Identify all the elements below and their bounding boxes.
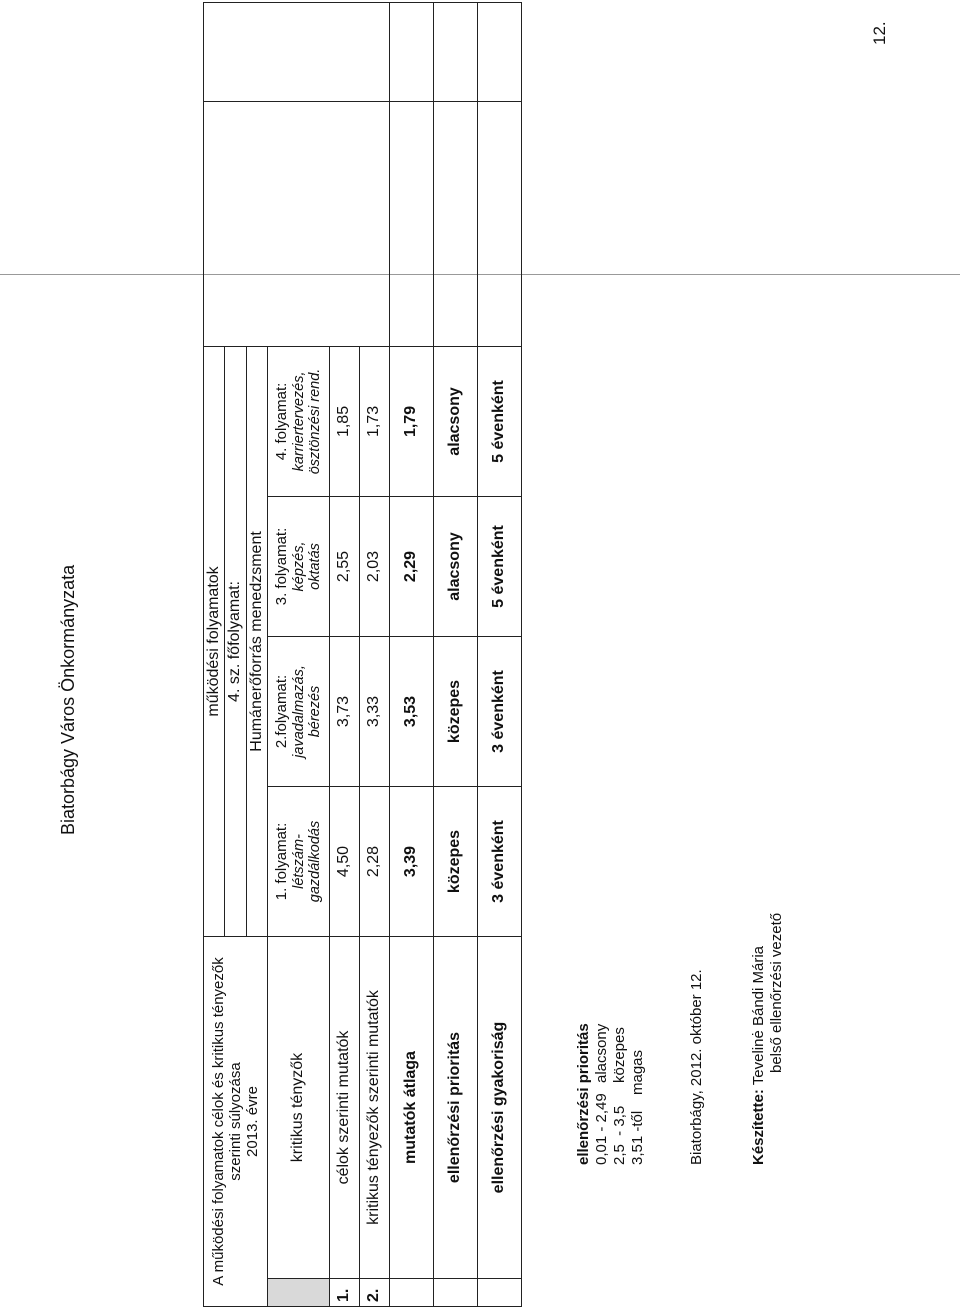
- legend-level: alacsony: [593, 1023, 610, 1083]
- process-desc: ösztönzési rend.: [307, 368, 324, 475]
- frequency-value: 5 évenként: [478, 496, 522, 636]
- empty-cell: [434, 1279, 478, 1307]
- prepared-by: [750, 913, 786, 1165]
- priority-value: közepes: [434, 786, 478, 936]
- process-desc: képzés,: [290, 541, 307, 592]
- table-title-line-2: szerinti súlyozása: [226, 1062, 244, 1181]
- subgroup-header: 4. sz. főfolyamat:: [225, 346, 246, 936]
- legend-item: [593, 1023, 611, 1165]
- table-title-line-1: A működési folyamatok célok és kritikus tényezők: [209, 957, 227, 1286]
- frequency-value: 3 évenként: [478, 636, 522, 786]
- row-header-label: kritikus tényzők: [268, 936, 330, 1278]
- prepared-by-label: Készítette:: [750, 1089, 767, 1165]
- legend-item: [611, 1023, 629, 1165]
- page-number: 12.: [870, 21, 889, 45]
- avg-value: 2,29: [390, 496, 434, 636]
- frequency-value: 5 évenként: [478, 346, 522, 496]
- empty-cell: [204, 101, 390, 346]
- empty-cell: [390, 2, 434, 101]
- value-cell: 2,55: [330, 496, 360, 636]
- prepared-by-role: belső ellenőrzési vezető: [768, 912, 785, 1073]
- legend-title: ellenőrzési prioritás: [575, 1023, 592, 1165]
- process-label: 4. folyamat:: [273, 382, 291, 461]
- prepared-by-name: Tevelinė Bándi Mária: [750, 945, 767, 1086]
- frequency-label: ellenőrzési gyakoriság: [478, 936, 522, 1278]
- row-label: célok szerinti mutatók: [330, 936, 360, 1278]
- empty-cell: [434, 101, 478, 346]
- process-label: 3. folyamat:: [273, 527, 291, 606]
- organization-title: Biatorbágy Város Önkormányzata: [58, 564, 78, 835]
- priority-value: alacsony: [434, 496, 478, 636]
- group-header: működési folyamatok: [204, 346, 225, 936]
- priority-legend: [575, 1023, 647, 1165]
- process-header-2: [268, 636, 330, 786]
- avg-value: 3,53: [390, 636, 434, 786]
- process-header-1: [268, 786, 330, 936]
- legend-level: magas: [629, 1049, 646, 1095]
- value-cell: 2,28: [360, 786, 390, 936]
- empty-cell: [434, 2, 478, 101]
- value-cell: 1,85: [330, 346, 360, 496]
- avg-value: 1,79: [390, 346, 434, 496]
- process-header-4: [268, 346, 330, 496]
- empty-cell: [390, 101, 434, 346]
- shaded-cell: [268, 1279, 330, 1307]
- frequency-value: 3 évenként: [478, 786, 522, 936]
- table-title-cell: [204, 936, 268, 1306]
- value-cell: 2,03: [360, 496, 390, 636]
- legend-level: közepes: [611, 1027, 628, 1083]
- process-desc: oktatás: [307, 543, 324, 590]
- empty-cell: [204, 2, 390, 101]
- sub-subgroup-header: Humánerőforrás menedzsment: [246, 346, 267, 936]
- process-label: 1. folyamat:: [273, 822, 291, 901]
- process-desc: bérezés: [307, 685, 324, 738]
- row-number: 2.: [360, 1279, 390, 1307]
- empty-cell: [390, 1279, 434, 1307]
- table-title-line-3: 2013. évre: [244, 1086, 262, 1157]
- date-line: Biatorbágy, 2012. október 12.: [688, 969, 705, 1165]
- avg-value: 3,39: [390, 786, 434, 936]
- value-cell: 3,33: [360, 636, 390, 786]
- legend-range: 0,01 - 2,49: [593, 1093, 610, 1165]
- process-desc: gazdálkodás: [307, 820, 324, 903]
- empty-cell: [478, 2, 522, 101]
- value-cell: 3,73: [330, 636, 360, 786]
- value-cell: 1,73: [360, 346, 390, 496]
- weighting-table: [203, 2, 522, 1307]
- priority-value: alacsony: [434, 346, 478, 496]
- row-label: kritikus tényezők szerinti mutatók: [360, 936, 390, 1278]
- process-header-3: [268, 496, 330, 636]
- value-cell: 4,50: [330, 786, 360, 936]
- process-desc: létszám-: [290, 834, 307, 889]
- legend-item: [629, 1023, 647, 1165]
- row-number: 1.: [330, 1279, 360, 1307]
- legend-range: 2,5 - 3,5: [611, 1105, 628, 1165]
- empty-cell: [478, 101, 522, 346]
- process-label: 2.folyamat:: [273, 674, 291, 749]
- legend-range: 3,51 -től: [629, 1110, 646, 1165]
- empty-cell: [478, 1279, 522, 1307]
- avg-label: mutatók átlaga: [390, 936, 434, 1278]
- process-desc: karriertervezés,: [290, 371, 307, 472]
- priority-value: közepes: [434, 636, 478, 786]
- priority-label: ellenőrzési prioritás: [434, 936, 478, 1278]
- process-desc: javadalmazás,: [290, 665, 307, 758]
